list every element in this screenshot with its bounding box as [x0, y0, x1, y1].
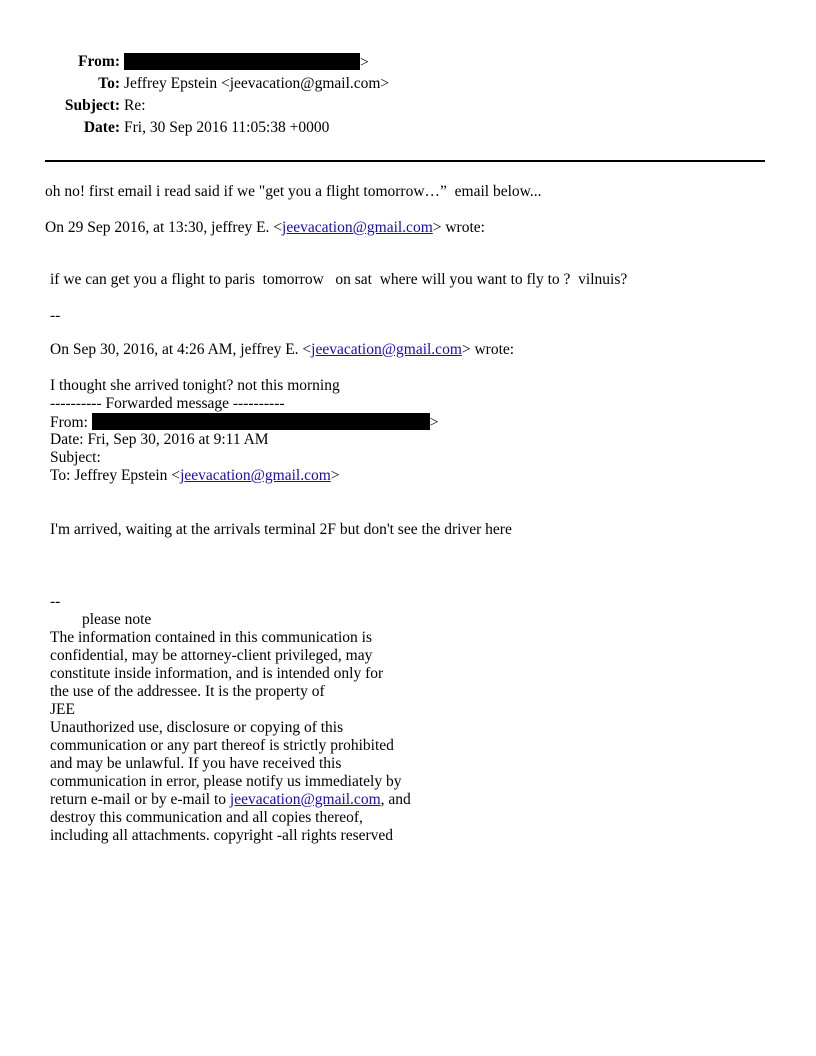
disclaimer-line: constitute inside information, and is intended only for — [50, 665, 384, 682]
quote-header-2 — [50, 341, 514, 359]
note-title: please note — [82, 611, 152, 628]
subject-label: Subject: — [64, 97, 120, 114]
disclaimer-line: including all attachments. copyright -all rights reserved — [50, 827, 394, 844]
disclaimer-email-prefix: return e-mail or by e-mail to — [50, 791, 230, 808]
quote2-prefix: On Sep 30, 2016, at 4:26 AM, jeffrey E. < — [50, 341, 312, 358]
forwarded-to — [50, 467, 340, 485]
disclaimer-line: The information contained in this communication is — [50, 629, 372, 646]
disclaimer-line: Unauthorized use, disclosure or copying of this — [50, 719, 344, 736]
header-divider — [45, 160, 765, 162]
quote1-suffix: > wrote: — [432, 219, 485, 236]
email-link[interactable]: jeevacation@gmail.com — [229, 791, 381, 808]
fwd-to-suffix: > — [330, 467, 340, 484]
quote-header-1 — [45, 219, 485, 237]
disclaimer-line: and may be unlawful. If you have received this — [50, 755, 342, 772]
date-value: Fri, 30 Sep 2016 11:05:38 +0000 — [124, 119, 330, 136]
email-link[interactable]: jeevacation@gmail.com — [282, 219, 433, 236]
disclaimer-line: communication in error, please notify us immediately by — [50, 773, 402, 790]
from-suffix: > — [360, 54, 369, 71]
fwd-to-prefix: To: Jeffrey Epstein < — [50, 467, 181, 484]
fwd-from-suffix: > — [429, 414, 439, 431]
date-label: Date: — [83, 119, 120, 136]
email-link[interactable]: jeevacation@gmail.com — [180, 467, 331, 484]
forwarded-date: Date: Fri, Sep 30, 2016 at 9:11 AM — [50, 431, 269, 448]
email-link[interactable]: jeevacation@gmail.com — [311, 341, 462, 358]
quote1-prefix: On 29 Sep 2016, at 13:30, jeffrey E. < — [45, 219, 283, 236]
to-value: Jeffrey Epstein <jeevacation@gmail.com> — [124, 75, 390, 92]
signature-dash-1: -- — [50, 307, 61, 324]
disclaimer-line: communication or any part thereof is strictly prohibited — [50, 737, 394, 754]
body-line-4: I'm arrived, waiting at the arrivals terminal 2F but don't see the driver here — [50, 521, 512, 538]
quote2-suffix: > wrote: — [461, 341, 515, 358]
body-line-3: I thought she arrived tonight? not this morning — [50, 377, 340, 394]
body-line-2: if we can get you a flight to paris tomorrow on sat where will you want to fly to ? vilnuis? — [50, 271, 628, 288]
subject-value: Re: — [124, 97, 146, 114]
disclaimer-line: confidential, may be attorney-client privileged, may — [50, 647, 373, 664]
redaction-bar — [124, 53, 360, 70]
from-label: From: — [78, 53, 120, 70]
signature-dash-2: -- — [50, 593, 61, 610]
fwd-from-label: From: — [50, 414, 92, 431]
to-label: To: — [98, 75, 120, 92]
disclaimer-line: destroy this communication and all copies thereof, — [50, 809, 363, 826]
disclaimer-line: the use of the addressee. It is the property of — [50, 683, 325, 700]
body-line-1: oh no! first email i read said if we "get you a flight tomorrow…” email below... — [45, 183, 542, 200]
forwarded-marker: ---------- Forwarded message ---------- — [50, 395, 285, 412]
forwarded-subject: Subject: — [50, 449, 101, 466]
forwarded-from — [50, 413, 439, 432]
disclaimer-line: JEE — [50, 701, 75, 718]
redaction-bar — [92, 413, 430, 430]
disclaimer-email-suffix: , and — [380, 791, 411, 808]
disclaimer-email-line — [50, 791, 411, 809]
